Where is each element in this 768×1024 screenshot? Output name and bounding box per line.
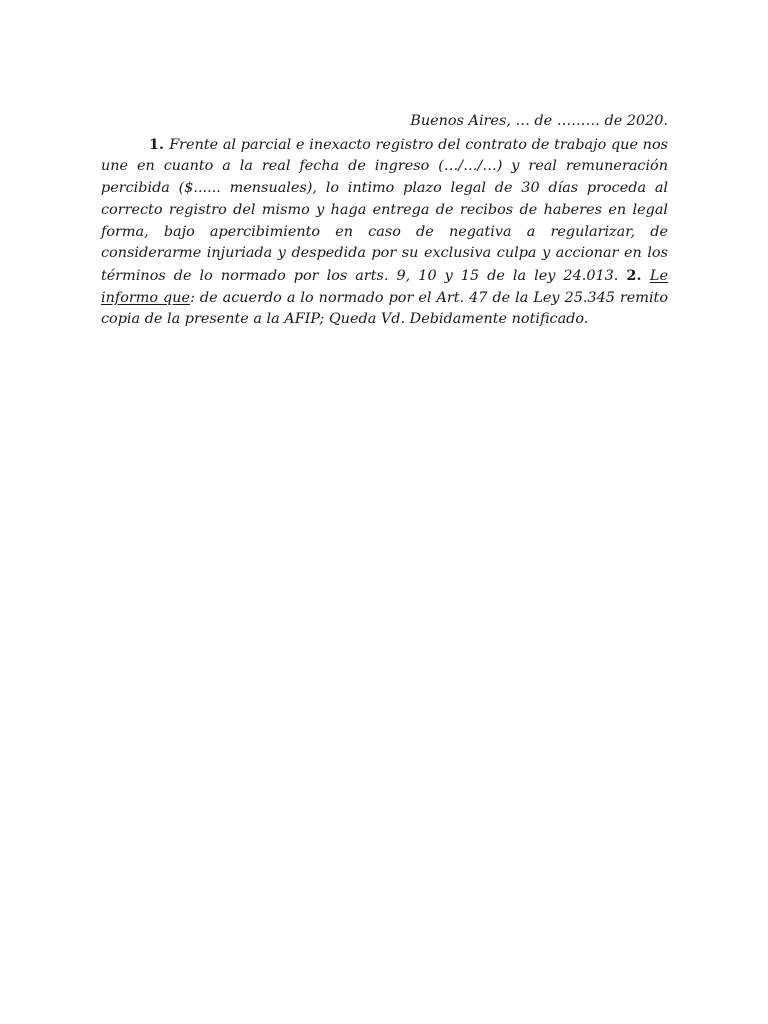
letter-body xyxy=(101,111,668,331)
point-text-2: : de acuerdo a lo normado por el Art. 47 de la Ley 25.345 remito copia de la presente a la AFIP; Queda Vd. Debidamente notificado. xyxy=(101,289,668,328)
intimation-paragraph xyxy=(101,134,668,331)
underlined-phrase: Le informo que xyxy=(101,267,668,306)
point-text-1: Frente al parcial e inexacto registro del contrato de trabajo que nos une en cuanto a la real fecha de ingreso (…/…/…) y real remuneración percibida ($...... mensuales), lo intimo plazo legal de 30 días proceda al correcto registro del mismo y haga entrega de recibos de haberes en legal forma, bajo apercibimiento en caso de negativa a regularizar, de considerarme injuriada y despedida por su exclusiva culpa y accionar en los términos de lo normado por los arts. 9, 10 y 15 de la ley 24.013. xyxy=(101,136,668,284)
point-separator-2: . xyxy=(636,266,650,284)
point-number-1: 1 xyxy=(149,135,160,153)
date-line: Buenos Aires, … de ……… de 2020. xyxy=(410,113,668,129)
point-number-2: 2 xyxy=(626,266,637,284)
point-separator-1: . xyxy=(159,135,170,153)
